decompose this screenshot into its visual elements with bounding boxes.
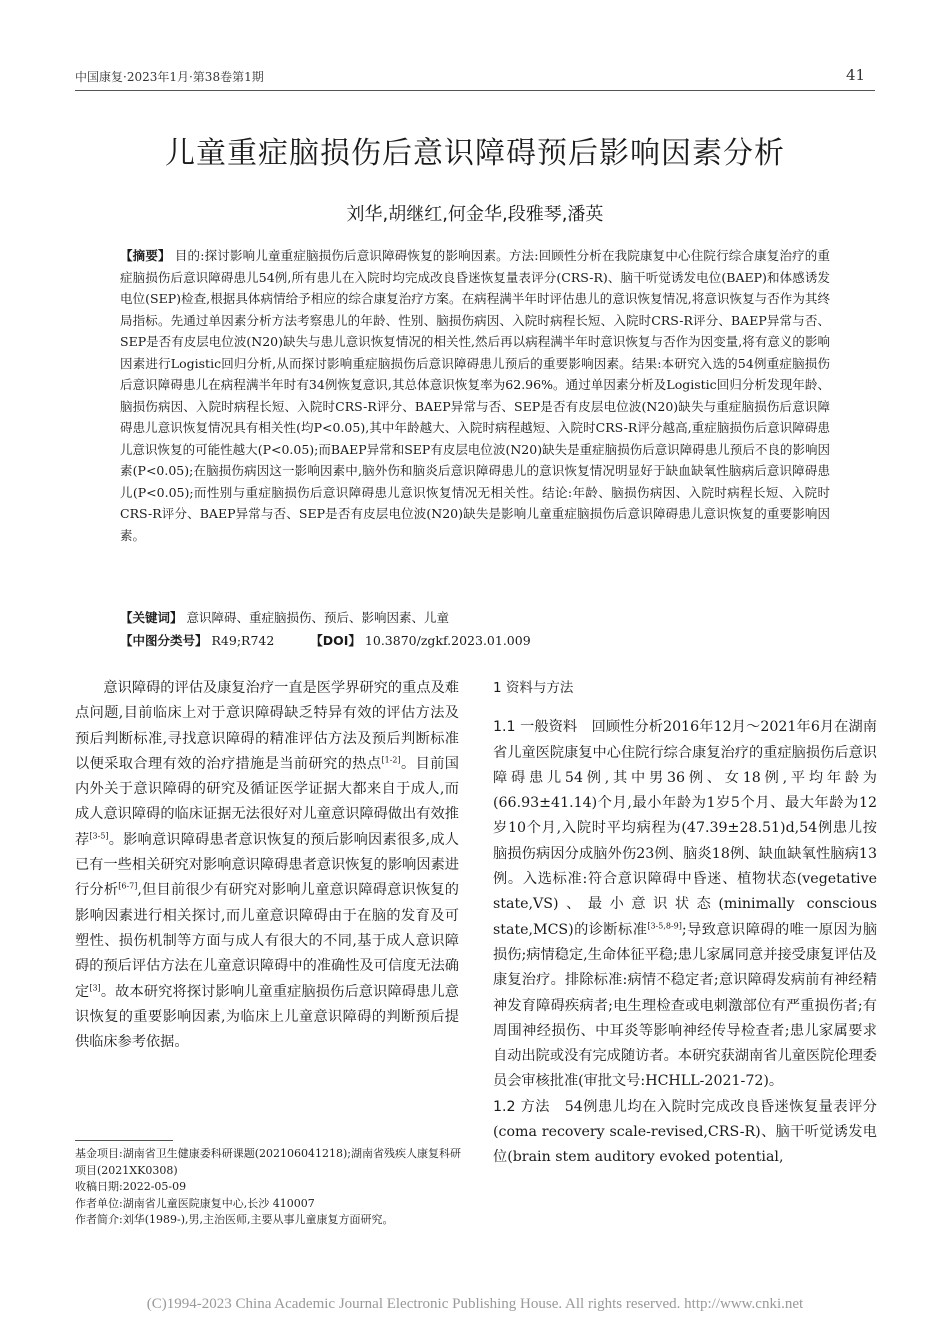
- s12-text: 54例患儿均在入院时完成改良昏迷恢复量表评分(coma recovery scale-revised,CRS-R)、脑干听觉诱发电位(brain stem auditory evoked potential,: [493, 1098, 877, 1166]
- citation: [3]: [89, 982, 101, 992]
- keywords-text: 意识障碍、重症脑损伤、预后、影响因素、儿童: [186, 610, 450, 625]
- intro-text-1: 意识障碍的评估及康复治疗一直是医学界研究的重点及难点问题,目前临床上对于意识障碍缺乏特异有效的评估方法及预后判断标准,寻找意识障碍的精准评估方法及预后判断标准以便采取合理有效的治疗措施是当前研究的热点: [75, 680, 459, 772]
- subsection-label: 1.1 一般资料: [493, 719, 578, 736]
- copyright-footer: (C)1994-2023 China Academic Journal Electronic Publishing House. All rights reserved. http://www.cnki.net: [146, 1296, 804, 1312]
- intro-text-3: 。影响意识障碍患者意识恢复的预后影响因素很多,成人已有一些相关研究对影响意识障碍患者意识恢复的影响因素进行分析: [75, 831, 459, 899]
- funding-note: 基金项目:湖南省卫生健康委科研课题(202106041218);湖南省残疾人康复科研项目(2021XK0308): [75, 1147, 461, 1177]
- footnotes: [75, 1146, 465, 1229]
- doi-label: 【DOI】: [310, 633, 361, 648]
- classification-line: [120, 631, 830, 649]
- right-column: [493, 676, 877, 1171]
- abstract: [120, 245, 830, 546]
- intro-paragraph: [75, 676, 459, 1055]
- subsection-label: 1.2 方法: [493, 1098, 551, 1115]
- affiliation-note: 作者单位:湖南省儿童医院康复中心,长沙 410007: [75, 1196, 315, 1210]
- received-note: 收稿日期:2022-05-09: [75, 1180, 187, 1193]
- class-label: 【中图分类号】: [120, 633, 208, 648]
- author-list: 刘华,胡继红,何金华,段雅琴,潘英: [346, 204, 604, 225]
- section-heading: 1 资料与方法: [493, 680, 574, 696]
- article-title: 儿童重症脑损伤后意识障碍预后影响因素分析: [165, 136, 785, 171]
- keywords: [120, 608, 830, 626]
- abstract-label: 【摘要】: [120, 248, 171, 263]
- intro-text-5: 。故本研究将探讨影响儿童重症脑损伤后意识障碍患儿意识恢复的重要影响因素,为临床上儿童意识障碍的判断预后提供临床参考依据。: [75, 983, 459, 1051]
- section-1-2: [493, 1095, 877, 1171]
- page-number: 41: [846, 66, 866, 84]
- intro-text-4: ,但目前很少有研究对影响儿童意识障碍意识恢复的影响因素进行相关探讨,而儿童意识障碍由于在脑的发育及可塑性、损伤机制等方面与成人有很大的不同,基于成人意识障碍的预后评估方法在儿童意识障碍中的准确性及可信度无法确定: [75, 882, 459, 1000]
- citation: [3-5,8-9]: [647, 920, 682, 930]
- citation: [3-5]: [89, 831, 109, 841]
- class-value: R49;R742: [211, 633, 275, 648]
- keywords-label: 【关键词】: [120, 610, 183, 625]
- abstract-text: 目的:探讨影响儿童重症脑损伤后意识障碍恢复的影响因素。方法:回顾性分析在我院康复中心住院行综合康复治疗的重症脑损伤后意识障碍患儿54例,所有患儿在入院时均完成改良昏迷恢复量表评分(CRS-R)、脑干听觉诱发电位(BAEP)和体感诱发电位(SEP)检查,根据具体病情给予相应的综合康复治疗方案。在病程满半年时评估患儿的意识恢复情况,将意识恢复与否作为其终局指标。先通过单因素分析方法考察患儿的年龄、性别、脑损伤病因、入院时病程长短、入院时CRS-R评分、BAEP异常与否、SEP是否有皮层电位波(N20)缺失与患儿意识恢复情况的相关性,然后再以病程满半年时意识恢复与否作为因变量,将有意义的影响因素进行Logistic回归分析,从而探讨影响重症脑损伤后意识障碍患儿预后的重要影响因素。结果:本研究入选的54例重症脑损伤后意识障碍患儿在病程满半年时有34例恢复意识,其总体意识恢复率为62.96%。通过单因素分析及Logistic回归分析发现年龄、脑损伤病因、入院时病程长短、入院时CRS-R评分、BAEP异常与否、SEP是否有皮层电位波(N20)缺失与重症脑损伤后意识障碍患儿意识恢复情况具有相关性(均P<0.05),其中年龄越大、入院时病程越短、入院时CRS-R评分越高,重症脑损伤后意识障碍患儿意识恢复的可能性越大(P<0.05);而BAEP异常和SEP有皮层电位波(N20)缺失是重症脑损伤后意识障碍患儿预后不良的影响因素(P<0.05);在脑损伤病因这一影响因素中,脑外伤和脑炎后意识障碍患儿的意识恢复情况明显好于缺血缺氧性脑病后意识障碍患儿(P<0.05);而性别与重症脑损伤后意识障碍患儿意识恢复情况无相关性。结论:年龄、脑损伤病因、入院时病程长短、入院时CRS-R评分、BAEP异常与否、SEP是否有皮层电位波(N20)缺失是影响儿童重症脑损伤后意识障碍患儿意识恢复的重要影响因素。: [120, 248, 830, 543]
- running-head: 中国康复·2023年1月·第38卷第1期: [75, 70, 264, 84]
- intro-text-2: 。目前国内外关于意识障碍的研究及循证医学证据大都来自于成人,而成人意识障碍的临床证据无法很好对儿童意识障碍做出有效推荐: [75, 755, 459, 848]
- section-1-1: [493, 715, 877, 1094]
- footnote-rule: [75, 1140, 173, 1141]
- left-column: [75, 676, 459, 1055]
- doi-value: 10.3870/zgkf.2023.01.009: [364, 633, 531, 648]
- s11-text-a: 回顾性分析2016年12月～2021年6月在湖南省儿童医院康复中心住院行综合康复治疗的重症脑损伤后意识障碍患儿54例,其中男36例、女18例,平均年龄为(66.93±41.14)个月,最小年龄为1岁5个月、最大年龄为12岁10个月,入院时平均病程为(47.39±28.51)d,54例患儿按脑损伤病因分成脑外伤23例、脑炎18例、缺血缺氧性脑病13例。入选标准:符合意识障碍中昏迷、植物状态(vegetative state,VS)、最小意识状态(minimally conscious state,MCS)的诊断标准: [493, 719, 877, 938]
- header-rule: [75, 90, 875, 91]
- author-bio-note: 作者简介:刘华(1989-),男,主治医师,主要从事儿童康复方面研究。: [75, 1213, 394, 1226]
- s11-text-b: ;导致意识障碍的唯一原因为脑损伤;病情稳定,生命体征平稳;患儿家属同意并接受康复评估及康复治疗。排除标准:病情不稳定者;意识障碍发病前有神经精神发育障碍疾病者;电生理检查或电刺激部位有严重损伤者;有周围神经损伤、中耳炎等影响神经传导检查者;患儿家属要求自动出院或没有完成随访者。本研究获湖南省儿童医院伦理委员会审核批准(审批文号:HCHLL-2021-72)。: [493, 921, 878, 1090]
- citation: [1-2]: [381, 755, 401, 765]
- citation: [6-7]: [118, 881, 138, 891]
